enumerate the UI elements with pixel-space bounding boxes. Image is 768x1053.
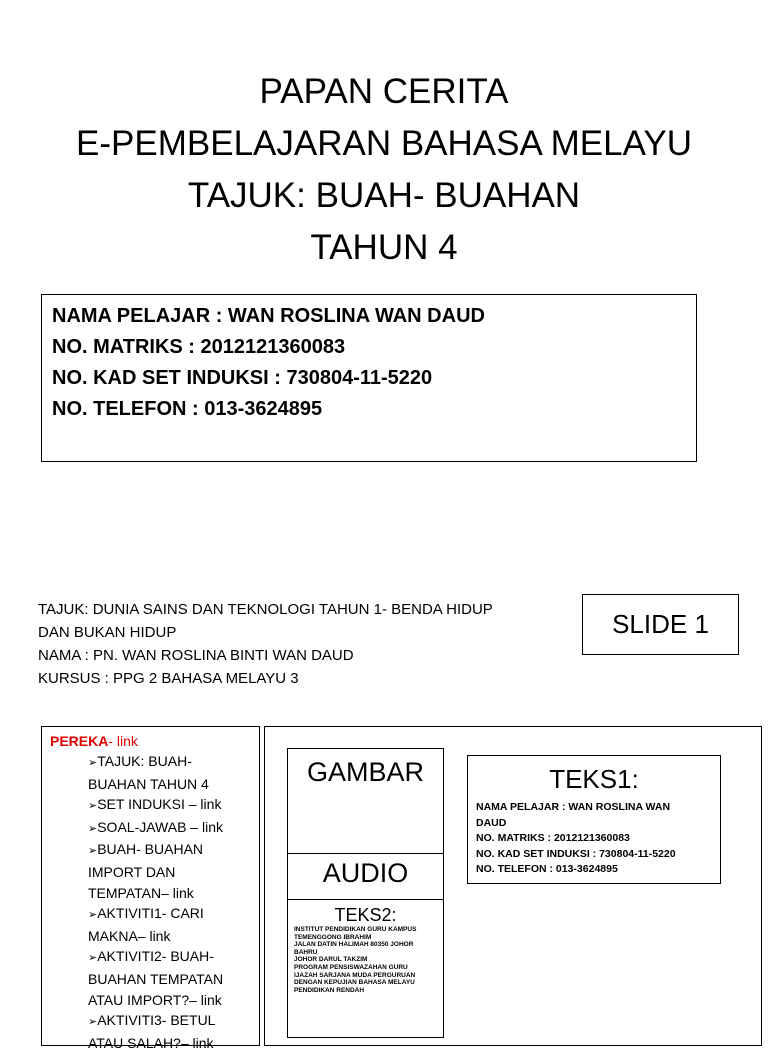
- arrow-bullet-icon: ➢: [88, 909, 98, 922]
- title-line-4: TAHUN 4: [310, 228, 458, 267]
- navigation-panel: [41, 726, 260, 1051]
- text1-line: NAMA PELAJAR : WAN ROSLINA WAN: [476, 801, 671, 813]
- text2-line: DENGAN KEPUJIAN BAHASA MELAYU: [294, 979, 415, 987]
- id-number: NO. KAD SET INDUKSI : 730804-11-5220: [52, 367, 433, 389]
- meta-topic-cont: DAN BUKAN HIDUP: [38, 624, 177, 641]
- nav-heading[interactable]: [50, 732, 251, 751]
- nav-heading-label: PEREKA: [50, 733, 109, 749]
- nav-item-buah-buahan[interactable]: ➢BUAH- BUAHAN: [88, 841, 204, 858]
- image-placeholder: GAMBAR: [306, 757, 425, 787]
- title-line-1: PAPAN CERITA: [259, 72, 509, 111]
- arrow-bullet-icon: ➢: [88, 952, 98, 965]
- text2-box: [288, 900, 443, 1039]
- nav-item-buah-buahan-cont-1[interactable]: IMPORT DAN: [88, 863, 176, 880]
- meta-name: NAMA : PN. WAN ROSLINA BINTI WAN DAUD: [38, 647, 354, 664]
- nav-item-aktiviti2-cont-2[interactable]: ATAU IMPORT?– link: [88, 991, 222, 1008]
- nav-item-aktiviti2-cont-1[interactable]: BUAHAN TEMPATAN: [88, 970, 224, 987]
- text2-title: TEKS2:: [334, 905, 397, 925]
- text1-line: NO. TELEFON : 013-3624895: [476, 863, 618, 875]
- arrow-bullet-icon: ➢: [88, 757, 98, 769]
- text1-box: [467, 755, 721, 884]
- storyboard-title: [0, 66, 768, 274]
- text2-line: INSTITUT PENDIDIKAN GURU KAMPUS: [294, 926, 417, 933]
- nav-item-set-induksi[interactable]: ➢SET INDUKSI – link: [88, 796, 222, 813]
- arrow-bullet-icon: ➢: [88, 822, 98, 835]
- text1-title: TEKS1:: [549, 764, 639, 794]
- meta-topic: TAJUK: DUNIA SAINS DAN TEKNOLOGI TAHUN 1- BENDA HIDUP: [38, 601, 493, 618]
- text1-line: NO. KAD SET INDUKSI : 730804-11-5220: [476, 847, 676, 860]
- slide-number-box: [582, 594, 739, 655]
- audio-placeholder: AUDIO: [288, 853, 443, 900]
- nav-item-soal-jawab[interactable]: ➢SOAL-JAWAB – link: [88, 818, 223, 835]
- nav-item-buah-buahan-cont-2[interactable]: TEMPATAN– link: [88, 884, 194, 901]
- text2-line: BAHRU: [294, 948, 318, 956]
- text2-line: JOHOR DARUL TAKZIM: [294, 956, 368, 964]
- nav-item-aktiviti1-cont[interactable]: MAKNA– link: [88, 927, 171, 944]
- nav-item-aktiviti3-cont[interactable]: ATAU SALAH?– link: [88, 1034, 214, 1051]
- meta-course: KURSUS : PPG 2 BAHASA MELAYU 3: [38, 670, 299, 687]
- title-line-3: TAJUK: BUAH- BUAHAN: [187, 176, 581, 215]
- slide-number-label: SLIDE 1: [612, 609, 709, 639]
- nav-item-tajuk[interactable]: ➢TAJUK: BUAH-: [88, 753, 192, 769]
- media-column: [287, 748, 444, 1038]
- nav-item-aktiviti1[interactable]: ➢AKTIVITI1- CARI: [88, 905, 204, 922]
- text1-line: DAUD: [476, 816, 507, 829]
- student-info-box: [41, 294, 697, 462]
- nav-item-aktiviti3[interactable]: ➢AKTIVITI3- BETUL: [88, 1012, 216, 1029]
- text2-line: PENDIDIKAN RENDAH: [294, 986, 365, 994]
- text2-line: PROGRAM PENSISWAZAHAN GURU: [294, 963, 408, 971]
- student-name: NAMA PELAJAR : WAN ROSLINA WAN DAUD: [52, 305, 485, 327]
- arrow-bullet-icon: ➢: [88, 845, 98, 858]
- phone-number: NO. TELEFON : 013-3624895: [52, 398, 323, 420]
- text2-line: TEMENGGONG IBRAHIM: [294, 933, 372, 941]
- title-line-2: E-PEMBELAJARAN BAHASA MELAYU: [76, 124, 692, 163]
- matric-number: NO. MATRIKS : 2012121360083: [52, 336, 346, 358]
- slide-meta: [38, 598, 558, 690]
- text2-line: IJAZAH SARJANA MUDA PERGURUAN: [294, 971, 416, 979]
- text1-line: NO. MATRIKS : 2012121360083: [476, 832, 630, 844]
- arrow-bullet-icon: ➢: [88, 800, 98, 813]
- nav-item-tajuk-cont[interactable]: BUAHAN TAHUN 4: [88, 775, 209, 792]
- text2-line: JALAN DATIN HALIMAH 80350 JOHOR: [294, 941, 414, 949]
- nav-item-aktiviti2[interactable]: ➢AKTIVITI2- BUAH-: [88, 948, 214, 965]
- arrow-bullet-icon: ➢: [88, 1016, 98, 1029]
- nav-heading-link[interactable]: - link: [108, 733, 138, 749]
